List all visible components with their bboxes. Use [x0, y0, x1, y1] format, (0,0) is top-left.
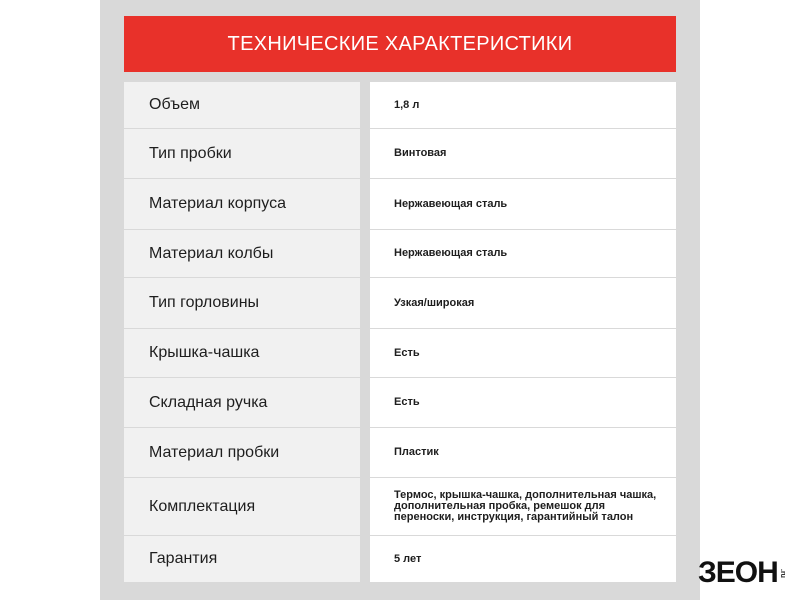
spec-value: Нержавеющая сталь	[370, 230, 676, 277]
spec-value: Узкая/широкая	[370, 278, 676, 328]
spec-label: Материал корпуса	[124, 179, 360, 229]
spec-row	[124, 428, 676, 477]
spec-table	[124, 82, 676, 583]
spec-row	[124, 179, 676, 229]
spec-label: Тип пробки	[124, 129, 360, 178]
spec-row	[124, 329, 676, 377]
spec-row	[124, 230, 676, 277]
spec-title: ТЕХНИЧЕСКИЕ ХАРАКТЕРИСТИКИ	[227, 32, 573, 55]
spec-label: Комплектация	[124, 478, 360, 535]
spec-label: Гарантия	[124, 536, 360, 582]
spec-value: Винтовая	[370, 129, 676, 178]
spec-value: Термос, крышка-чашка, дополнительная чашка, дополнительная пробка, ремешок для переноски, инструкция, гарантийный талон	[370, 478, 676, 535]
logo-suffix: .ru	[778, 568, 786, 578]
spec-label: Материал пробки	[124, 428, 360, 477]
spec-row	[124, 378, 676, 427]
logo-text: ЗЕОН	[698, 556, 778, 589]
spec-label: Складная ручка	[124, 378, 360, 427]
spec-value: Есть	[370, 329, 676, 377]
spec-value: Пластик	[370, 428, 676, 477]
spec-label: Крышка-чашка	[124, 329, 360, 377]
spec-value: Нержавеющая сталь	[370, 179, 676, 229]
spec-value: Есть	[370, 378, 676, 427]
spec-row	[124, 478, 676, 535]
spec-row	[124, 278, 676, 328]
brand-logo[interactable]	[698, 557, 786, 589]
spec-row	[124, 129, 676, 178]
spec-label: Материал колбы	[124, 230, 360, 277]
spec-header	[124, 16, 676, 72]
spec-row	[124, 82, 676, 128]
spec-label: Тип горловины	[124, 278, 360, 328]
spec-label: Объем	[124, 82, 360, 128]
spec-value: 5 лет	[370, 536, 676, 582]
spec-row	[124, 536, 676, 582]
spec-value: 1,8 л	[370, 82, 676, 128]
